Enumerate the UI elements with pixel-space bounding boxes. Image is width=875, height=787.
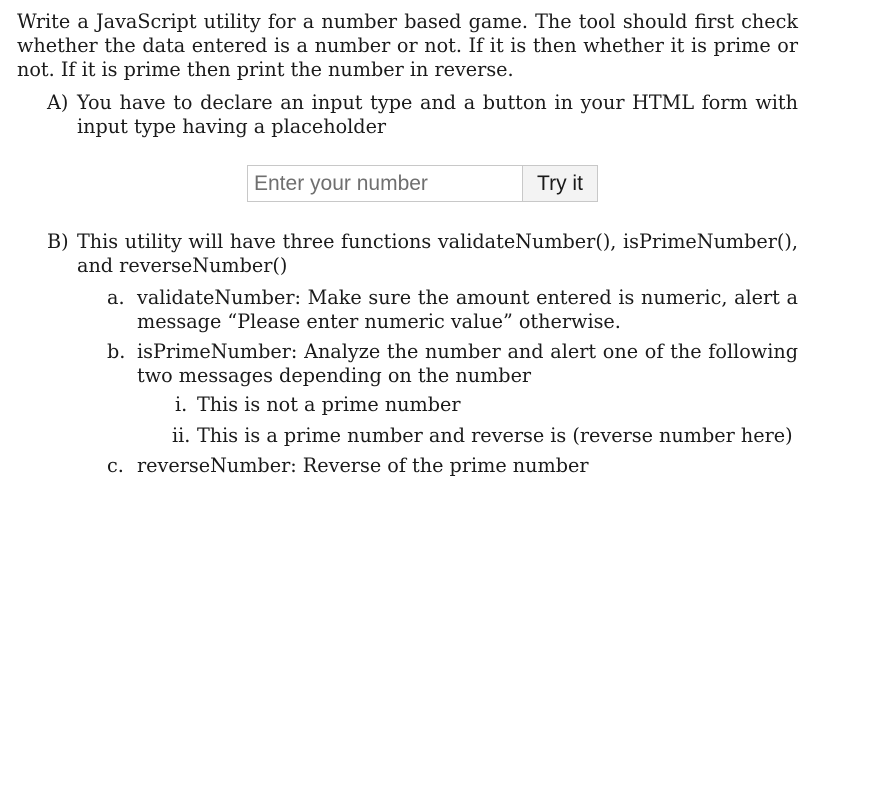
sub-item-ii-text: This is a prime number and reverse is (reverse number here) [197,424,793,447]
item-b-line-2: two messages depending on the number [137,364,532,387]
item-a-line-1: validateNumber: Make sure the amount entered is numeric, alert a [137,286,798,309]
part-b-line-2: and reverseNumber() [77,254,288,277]
demo-form [247,165,598,202]
sub-item-i-marker: i. [175,393,188,416]
intro-line-2: whether the data entered is a number or not. If it is then whether it is prime or [17,34,798,57]
try-it-button[interactable]: Try it [523,165,598,202]
part-b-marker: B) [47,230,69,253]
item-a-marker: a. [107,286,125,309]
item-c-marker: c. [107,454,124,477]
part-a-marker: A) [47,91,69,114]
item-b-marker: b. [107,340,126,363]
intro-line-3: not. If it is prime then print the number in reverse. [17,58,514,81]
item-c-line-1: reverseNumber: Reverse of the prime number [137,454,589,477]
item-a-line-2: message “Please enter numeric value” otherwise. [137,310,621,333]
sub-item-i-text: This is not a prime number [197,393,461,416]
part-a-line-2: input type having a placeholder [77,115,387,138]
part-b-line-1: This utility will have three functions validateNumber(), isPrimeNumber(), [77,230,798,253]
sub-item-ii-marker: ii. [172,424,191,447]
number-input[interactable] [247,165,523,202]
item-b-line-1: isPrimeNumber: Analyze the number and alert one of the following [137,340,798,363]
part-a-line-1: You have to declare an input type and a button in your HTML form with [77,91,798,114]
intro-line-1: Write a JavaScript utility for a number based game. The tool should first check [17,10,798,33]
